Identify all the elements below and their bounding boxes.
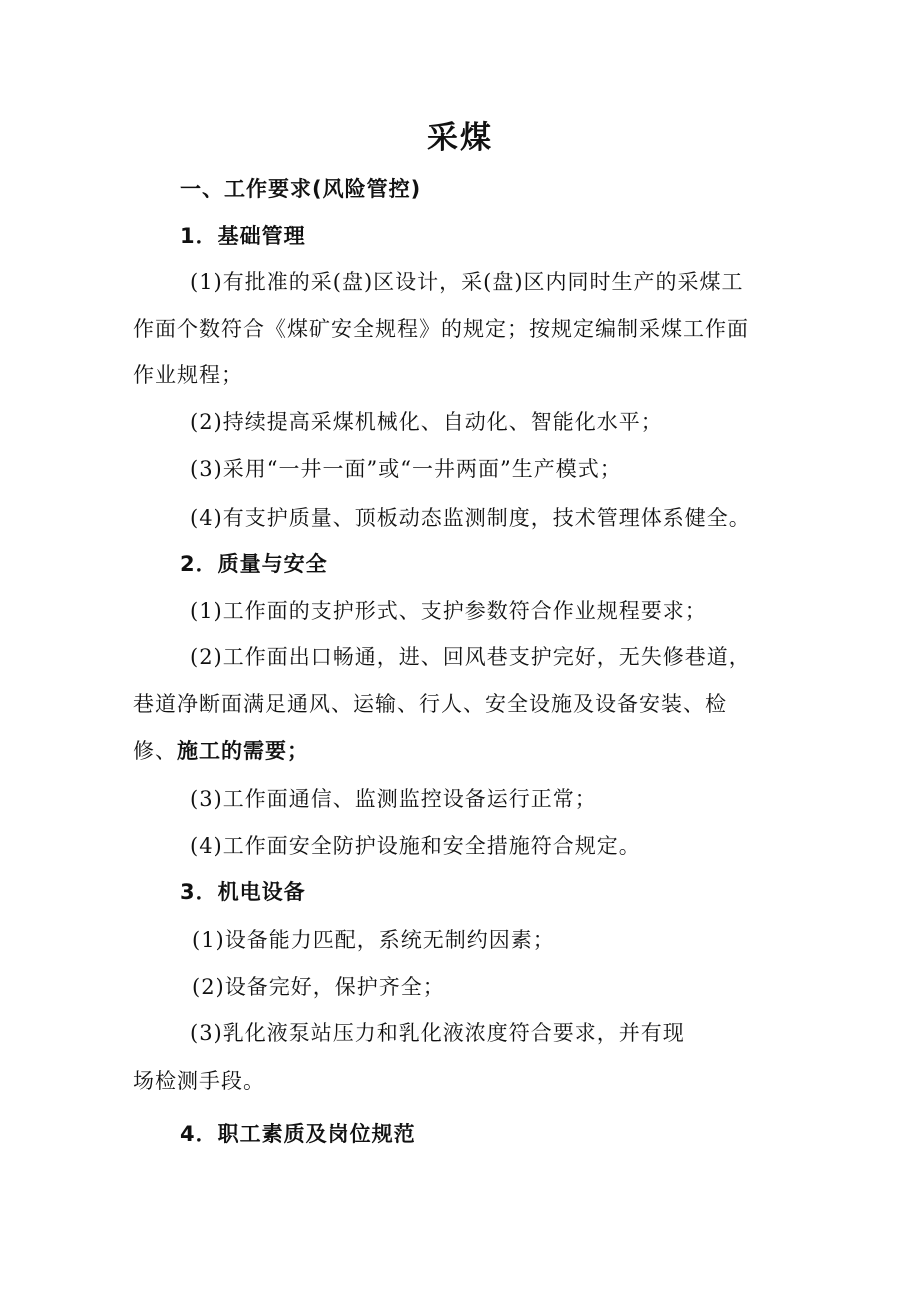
list-item: (2)持续提高采煤机械化、自动化、智能化水平； <box>190 410 663 434</box>
document-title: 采煤 <box>427 120 493 156</box>
subsection-heading-quality-safety: 2．质量与安全 <box>180 552 328 576</box>
paragraph-line: 巷道净断面满足通风、运输、行人、安全设施及设备安装、检 <box>133 692 727 716</box>
list-item: (4)有支护质量、顶板动态监测制度，技术管理体系健全。 <box>190 506 751 530</box>
list-item: (1)工作面的支护形式、支护参数符合作业规程要求； <box>190 599 707 623</box>
paragraph-line-emphasis: 施工的需要； <box>177 739 309 763</box>
section-heading: 一、工作要求(风险管控) <box>180 177 422 201</box>
paragraph-line: 作业规程； <box>133 363 243 387</box>
paragraph-line <box>133 736 309 766</box>
subsection-heading-electromechanical: 3．机电设备 <box>180 880 306 904</box>
paragraph-line: 作面个数符合《煤矿安全规程》的规定；按规定编制采煤工作面 <box>133 317 749 341</box>
paragraph-line: (2)工作面出口畅通，进、回风巷支护完好，无失修巷道， <box>190 645 751 669</box>
list-item: (4)工作面安全防护设施和安全措施符合规定。 <box>190 834 641 858</box>
list-item: (1)设备能力匹配，系统无制约因素； <box>192 928 555 952</box>
paragraph-line-start: 修、 <box>133 739 177 763</box>
subsection-heading-basic-management: 1．基础管理 <box>180 224 306 248</box>
paragraph-line: (1)有批准的采(盘)区设计，采(盘)区内同时生产的采煤工 <box>190 270 744 294</box>
subsection-heading-staff-quality: 4．职工素质及岗位规范 <box>180 1122 416 1146</box>
list-item: (3)采用“一井一面”或“一井两面”生产模式； <box>190 457 622 481</box>
paragraph-line: (3)乳化液泵站压力和乳化液浓度符合要求，并有现 <box>190 1021 685 1045</box>
list-item: (2)设备完好，保护齐全； <box>192 975 445 999</box>
paragraph-line: 场检测手段。 <box>133 1069 265 1093</box>
list-item: (3)工作面通信、监测监控设备运行正常； <box>190 787 597 811</box>
